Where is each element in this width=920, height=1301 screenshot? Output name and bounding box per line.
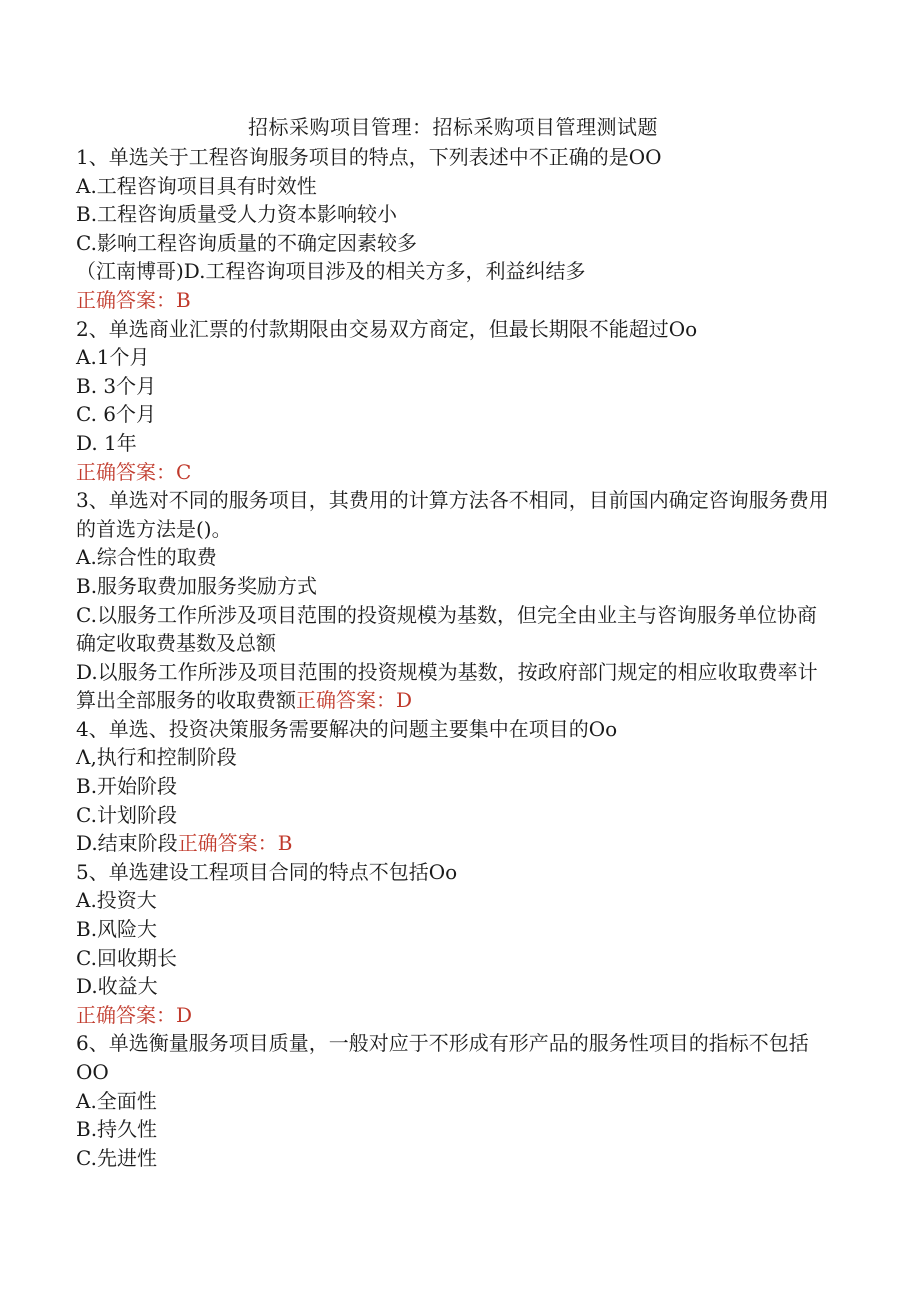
option-b: B.持久性 xyxy=(76,1117,158,1142)
answer-label: 正确答案： xyxy=(76,1002,176,1027)
option-a: A.投资大 xyxy=(76,888,157,913)
question-stem: 1、单选关于工程咨询服务项目的特点，下列表述中不正确的是OO xyxy=(76,145,662,169)
answer-value: B xyxy=(277,831,293,856)
option-b: B.风险大 xyxy=(76,917,158,942)
answer-label: 正确答案： xyxy=(177,831,278,856)
question-4 xyxy=(76,715,830,858)
question-5 xyxy=(76,858,830,1030)
question-stem: 6、单选衡量服务项目质量，一般对应于不形成有形产品的服务性项目的指标不包括OO xyxy=(76,1031,809,1084)
option-c: C.以服务工作所涉及项目范围的投资规模为基数，但完全由业主与咨询服务单位协商确定收取费基数及总额 xyxy=(76,602,817,656)
question-2 xyxy=(76,315,830,487)
option-b: B. 3个月 xyxy=(76,373,157,398)
answer-value: D xyxy=(396,688,413,713)
question-3 xyxy=(76,486,830,715)
option-c: C.计划阶段 xyxy=(76,802,177,827)
option-d: D.收益大 xyxy=(76,974,158,999)
option-c: C.影响工程咨询质量的不确定因素较多 xyxy=(76,230,417,255)
option-a: A.全面性 xyxy=(76,1088,157,1113)
option-c: C.先进性 xyxy=(76,1145,157,1170)
answer-line xyxy=(76,1001,830,1030)
option-a: A.1个月 xyxy=(76,345,150,370)
answer-label: 正确答案： xyxy=(76,287,176,312)
answer-line xyxy=(76,458,830,487)
answer-label: 正确答案： xyxy=(76,459,176,484)
question-stem: 2、单选商业汇票的付款期限由交易双方商定，但最长期限不能超过Oo xyxy=(76,316,698,341)
option-c: C. 6个月 xyxy=(76,402,157,427)
question-1 xyxy=(76,143,830,315)
option-d: D.结束阶段 xyxy=(76,831,178,856)
option-b: B.开始阶段 xyxy=(76,774,178,799)
option-a: A.综合性的取费 xyxy=(76,545,217,570)
option-b: B.工程咨询质量受人力资本影响较小 xyxy=(76,202,398,227)
option-d: D. 1年 xyxy=(76,430,137,455)
option-d-with-answer xyxy=(76,829,830,858)
question-stem: 4、单选、投资决策服务需要解决的问题主要集中在项目的Oo xyxy=(76,716,618,741)
option-d-with-answer xyxy=(76,658,830,715)
answer-value: C xyxy=(176,459,192,484)
question-6 xyxy=(76,1029,830,1172)
document-title: 招标采购项目管理：招标采购项目管理测试题 xyxy=(248,115,658,139)
option-d: D.以服务工作所涉及项目范围的投资规模为基数，按政府部门规定的相应收取费率计算出全部服务的收取费额 xyxy=(76,659,818,713)
question-stem: 5、单选建设工程项目合同的特点不包括Oo xyxy=(76,859,458,884)
option-b: B.服务取费加服务奖励方式 xyxy=(76,573,318,598)
option-a: Λ,执行和控制阶段 xyxy=(76,745,237,770)
answer-line xyxy=(76,286,830,315)
question-stem: 3、单选对不同的服务项目，其费用的计算方法各不相同，目前国内确定咨询服务费用的首选方法是()。 xyxy=(76,488,829,541)
option-c: C.回收期长 xyxy=(76,945,177,970)
option-d: （江南博哥)D.工程咨询项目涉及的相关方多，利益纠结多 xyxy=(76,259,586,284)
option-a: A.工程咨询项目具有时效性 xyxy=(76,173,317,198)
answer-value: B xyxy=(176,287,191,312)
answer-label: 正确答案： xyxy=(296,688,396,713)
answer-value: D xyxy=(176,1002,193,1027)
